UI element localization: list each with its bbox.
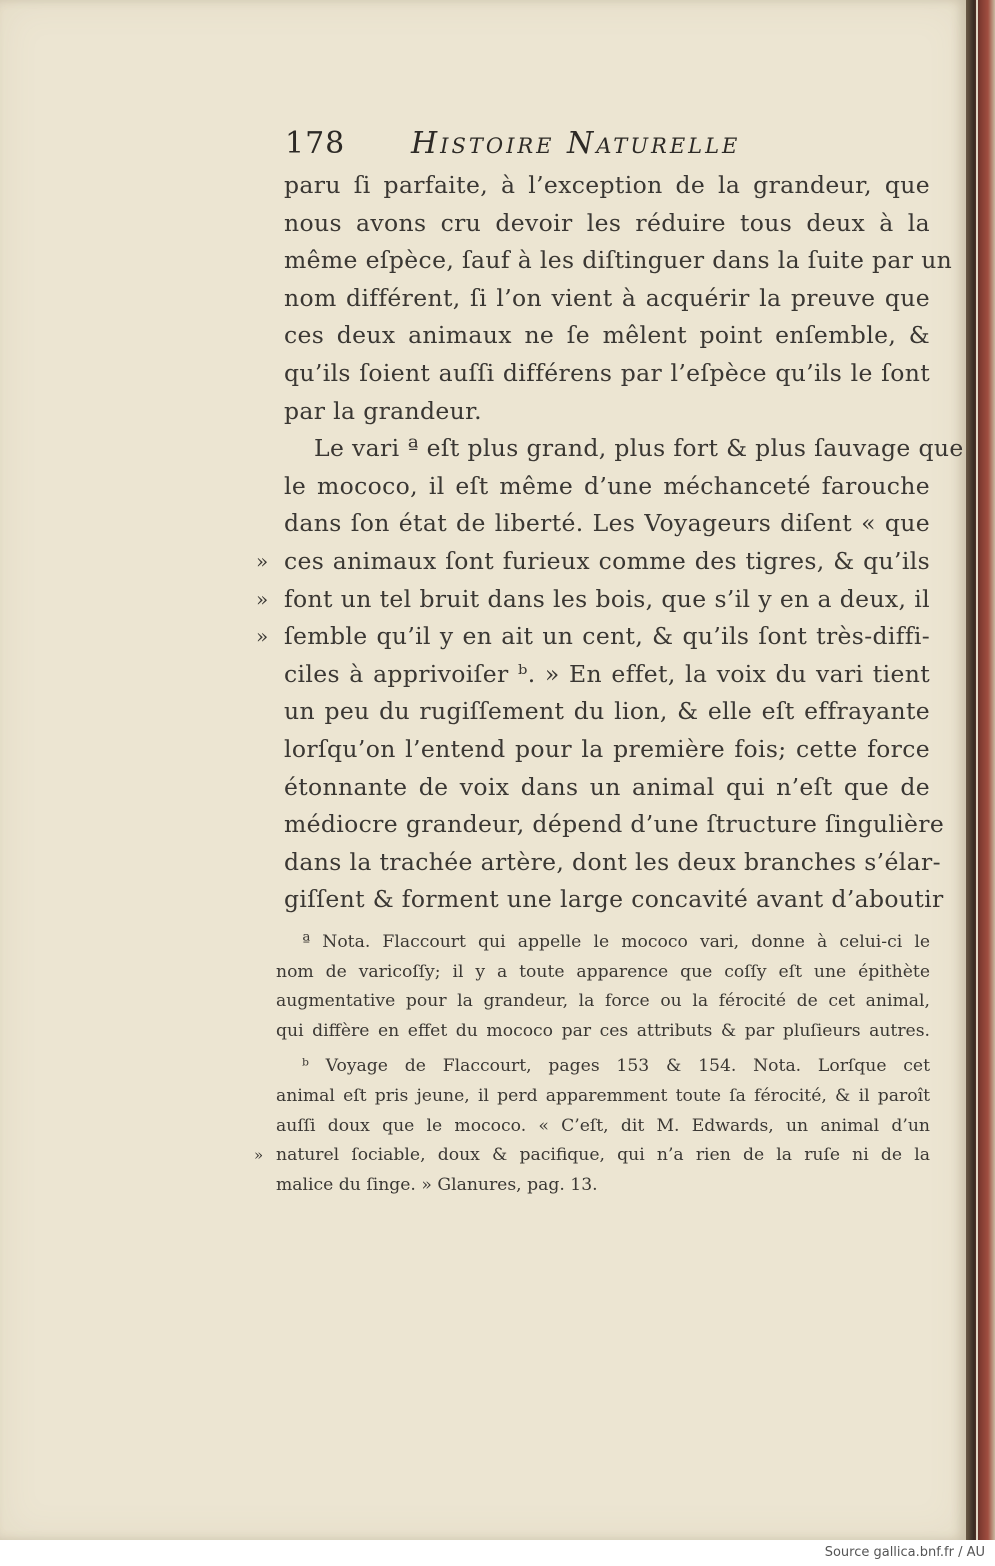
footnote-b <box>254 1052 930 1200</box>
book-binding-edge <box>966 0 995 1540</box>
line-text: nom différent, ſi l’on vient à acquérir la preuve que <box>284 283 930 312</box>
line-text: le mococo, il eſt même d’une méchanceté farouche <box>284 471 930 500</box>
text-line <box>284 468 930 506</box>
line-text: paru ſi parfaite, à l’exception de la grandeur, que <box>284 171 930 199</box>
line-text: médiocre grandeur, dépend d’une ſtructure ſingulière <box>284 810 945 839</box>
source-credit: Source gallica.bnf.fr / AU <box>824 1545 985 1560</box>
text-line <box>276 1112 930 1142</box>
text-line <box>284 731 930 769</box>
text-line <box>276 1052 930 1082</box>
text-line <box>284 693 930 731</box>
text-line <box>284 280 930 318</box>
line-text: naturel ſociable, doux & pacifique, qui n’a rien de la ruſe ni de la <box>276 1145 930 1166</box>
line-text: par la grandeur. <box>284 396 482 425</box>
text-line <box>284 167 930 205</box>
text-line <box>284 769 930 807</box>
line-text: augmentative pour la grandeur, la force ou la férocité de cet animal, <box>276 991 930 1012</box>
footnotes <box>254 928 930 1200</box>
text-line <box>256 618 930 656</box>
line-text: qu’ils ſoient auſſi différens par l’eſpèce qu’ils le ſont <box>284 358 930 387</box>
line-text: ciles à apprivoiſer ᵇ. » En effet, la voix du vari tient <box>284 659 930 688</box>
text-line <box>284 844 941 882</box>
running-title: Histoire Naturelle <box>411 126 741 161</box>
text-line <box>254 1141 930 1171</box>
line-text: dans la trachée artère, dont les deux branches s’élar- <box>284 847 941 876</box>
page-header <box>285 126 925 166</box>
line-text: ᵇ Voyage de Flaccourt, pages 153 & 154. Nota. Lorſque cet <box>302 1056 930 1077</box>
line-text: animal eſt pris jeune, il perd apparemment toute ſa férocité, & il paroît <box>276 1085 930 1106</box>
text-line <box>276 1017 930 1047</box>
text-line <box>284 317 930 355</box>
line-text: nom de varicoſſy; il y a toute apparence que coſſy eſt une épithète <box>276 961 930 982</box>
line-text: nous avons cru devoir les réduire tous deux à la <box>284 208 930 237</box>
main-text <box>256 167 964 919</box>
footnote-a <box>276 928 930 1046</box>
line-text: font un tel bruit dans les bois, que s’il y en a deux, il <box>284 584 930 613</box>
text-line <box>256 543 930 581</box>
line-text: ª Nota. Flaccourt qui appelle le mococo vari, donne à celui-ci le <box>302 932 930 952</box>
line-text: Le vari ª eſt plus grand, plus fort & plus ſauvage que <box>314 434 964 463</box>
text-line <box>284 242 953 280</box>
text-line <box>276 958 930 988</box>
text-line <box>284 656 930 694</box>
line-text: lorſqu’on l’entend pour la première fois; cette force <box>284 734 930 763</box>
text-line <box>284 393 930 431</box>
text-line <box>284 881 944 919</box>
text-line <box>284 505 930 543</box>
text-line <box>284 430 964 468</box>
line-text: ces animaux ſont furieux comme des tigres, & qu’ils <box>284 546 930 575</box>
text-line <box>284 806 945 844</box>
line-text: ſemble qu’il y en ait un cent, & qu’ils ſont très-diffi- <box>284 622 930 651</box>
text-line <box>276 928 930 958</box>
text-line <box>276 1082 930 1112</box>
line-text: giſſent & forment une large concavité avant d’aboutir <box>284 885 944 914</box>
text-line <box>256 581 930 619</box>
line-text: malice du ſinge. » Glanures, pag. 13. <box>276 1174 598 1195</box>
text-line <box>284 355 930 393</box>
quotation-mark: » <box>256 548 269 573</box>
line-text: dans ſon état de liberté. Les Voyageurs diſent « que <box>284 509 930 538</box>
quotation-mark: » <box>254 1146 264 1165</box>
page-number: 178 <box>285 126 346 161</box>
line-text: même eſpèce, ſauf à les diſtinguer dans la ſuite par un <box>284 246 953 275</box>
line-text: auſſi doux que le mococo. « C’eſt, dit M. Edwards, un animal d’un <box>276 1115 930 1136</box>
quotation-mark: » <box>256 624 269 649</box>
line-text: qui diffère en effet du mococo par ces attributs & par pluſieurs autres. <box>276 1020 930 1041</box>
line-text: un peu du rugiſſement du lion, & elle eſt effrayante <box>284 697 930 726</box>
text-line <box>276 987 930 1017</box>
text-line <box>276 1171 930 1201</box>
text-line <box>284 205 930 243</box>
line-text: ces deux animaux ne ſe mêlent point enſemble, & <box>284 321 930 350</box>
quotation-mark: » <box>256 586 269 611</box>
line-text: étonnante de voix dans un animal qui n’eſt que de <box>284 772 930 801</box>
